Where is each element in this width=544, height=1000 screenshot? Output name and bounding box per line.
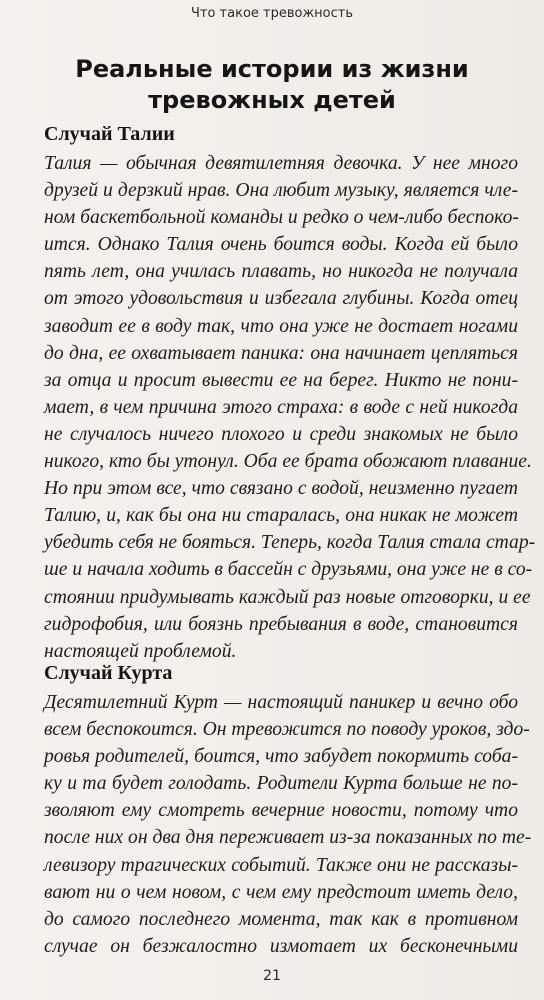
case-heading: Случай Курта [44,662,173,684]
text-line: за отца и просит вывести ее на берег. Никто не пони- [44,369,518,391]
chapter-title-line-1: Реальные истории из жизни [75,55,469,83]
text-line: Десятилетний Курт — настоящий паникер и вечно обо [44,692,518,713]
text-line: после них он два дня переживает из-за показанных по те- [44,827,532,849]
text-line: до дна, ее охватывает паника: она начинает цепляться [44,342,518,364]
text-line: пять лет, она училась плавать, но никогда не получала [44,261,518,283]
case-section-talia [44,122,536,665]
text-line: Талия — обычная девятилетняя девочка. У нее много [44,153,518,174]
text-line: случае он безжалостно измотает их бесконечными [44,935,518,957]
text-line: левизору трагических событий. Также они не рассказы- [44,854,518,876]
text-line: ится. Однако Талия очень боится воды. Когда ей было [44,234,518,256]
text-line: от этого удовольствия и избегала глубины. Когда отец [44,288,518,310]
text-line: не случалось ничего плохого и среди знакомых не было [44,423,518,445]
text-line: ше и начала ходить в бассейн с друзьями, она уже не в со- [44,559,533,581]
text-line: Но при этом все, что связано с водой, неизменно пугает [44,478,518,500]
text-line: никого, кто бы утонул. Оба ее брата обожают плавание. [44,451,532,473]
text-line: друзей и дерзкий нрав. Она любит музыку, является чле- [44,180,518,202]
case-body [44,150,536,665]
text-line: мает, в чем причина этого страха: в воде с ней никогда [44,396,518,418]
case-heading: Случай Талии [44,123,175,145]
case-body [44,689,532,960]
text-line: зволяют ему смотреть вечерние новости, потому что [44,800,518,822]
running-header: Что такое тревожность [190,6,354,21]
text-line: ровья родителей, боится, что забудет покормить соба- [44,746,518,768]
chapter-title [40,54,504,116]
text-line: Талию, и, как бы она ни старалась, она никак не может [44,505,518,527]
text-line: вают ни о чем новом, с чем ему предстоит иметь дело, [44,881,518,903]
text-line: ку и та будет голодать. Родители Курта больше не по- [44,773,518,795]
text-line: заводит ее в воду так, что она уже не достает ногами [44,315,518,337]
text-line: убедить себя не бояться. Теперь, когда Талия стала стар- [44,532,536,554]
page-number: 21 [263,968,281,984]
text-line: ном баскетбольной команды и редко о чем-либо беспоко- [44,207,519,229]
text-line: настоящей проблемой. [44,640,237,662]
case-section-kurt [44,661,532,960]
text-line: стоянии придумывать каждый раз новые отговорки, и ее [44,586,531,608]
text-line: до самого последнего момента, так как в противном [44,908,518,930]
text-line: всем беспокоится. Он тревожится по поводу уроков, здо- [44,719,530,741]
chapter-title-line-2: тревожных детей [148,86,396,114]
text-line: гидрофобия, или боязнь пребывания в воде, становится [44,613,518,635]
